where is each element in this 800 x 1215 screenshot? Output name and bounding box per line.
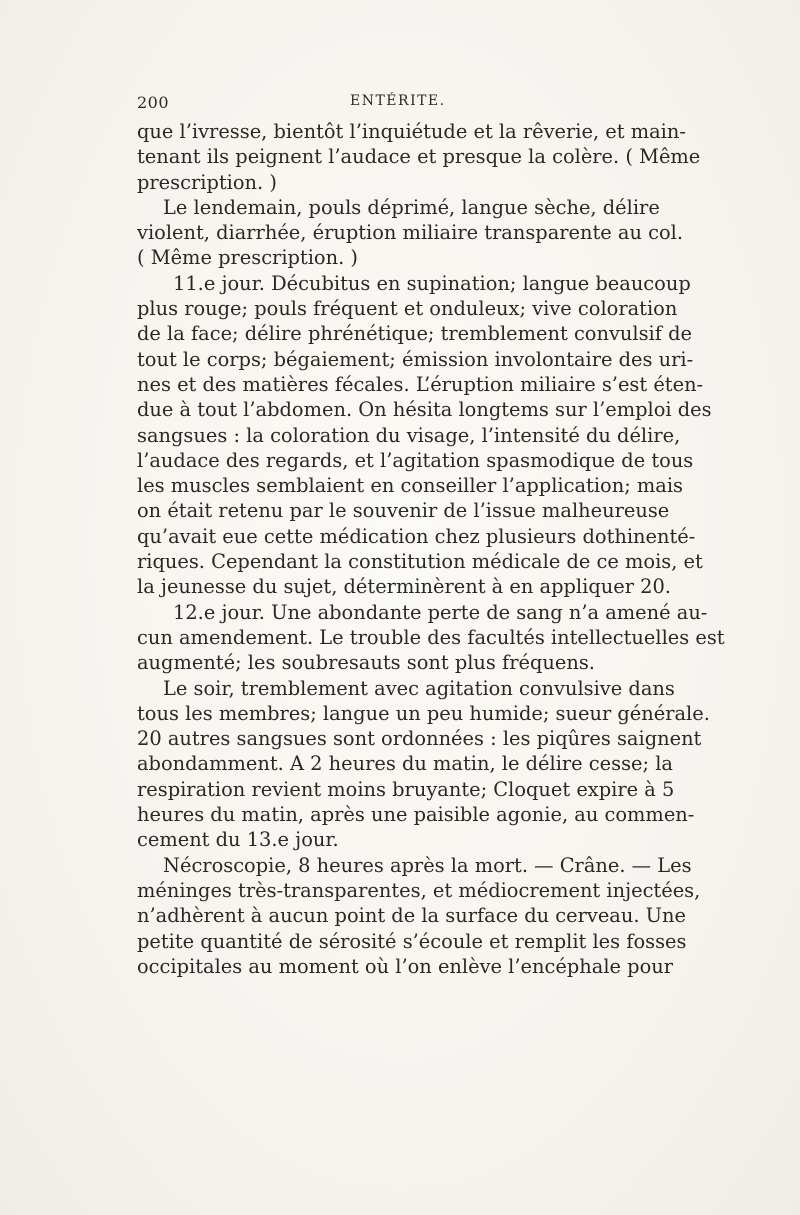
text-line: 20 autres sangsues sont ordonnées : les piqûres saignent bbox=[137, 727, 702, 751]
page-number: 200 bbox=[137, 93, 170, 112]
text-line: que l’ivresse, bientôt l’inquiétude et la rêverie, et main- bbox=[137, 120, 686, 143]
text-line: cun amendement. Le trouble des facultés intellectuelles est bbox=[137, 625, 725, 649]
running-title: ENTÉRITE. bbox=[350, 93, 446, 109]
text-line: la jeunesse du sujet, déterminèrent à en appliquer 20. bbox=[137, 575, 671, 599]
text-line: riques. Cependant la constitution médicale de ce mois, et bbox=[137, 550, 703, 574]
text-line: tout le corps; bégaiement; émission involontaire des uri- bbox=[137, 347, 694, 371]
text-line: ( Même prescription. ) bbox=[137, 246, 358, 270]
text-line: tenant ils peignent l’audace et presque la colère. ( Même bbox=[137, 145, 701, 169]
text-line: les muscles semblaient en conseiller l’application; mais bbox=[137, 474, 683, 498]
text-line: tous les membres; langue un peu humide; sueur générale. bbox=[137, 701, 710, 725]
text-line: sangsues : la coloration du visage, l’intensité du délire, bbox=[137, 423, 681, 447]
text-line: respiration revient moins bruyante; Cloquet expire à 5 bbox=[137, 777, 675, 801]
text-line: augmenté; les soubresauts sont plus fréquens. bbox=[137, 651, 595, 675]
text-line: nes et des matières fécales. L’éruption miliaire s’est éten- bbox=[137, 372, 704, 396]
text-line: de la face; délire phrénétique; tremblement convulsif de bbox=[137, 322, 692, 346]
page-body-text bbox=[137, 119, 725, 979]
text-line: occipitales au moment où l’on enlève l’encéphale pour bbox=[137, 954, 673, 978]
text-line: prescription. ) bbox=[137, 170, 277, 194]
text-line: plus rouge; pouls fréquent et onduleux; vive coloration bbox=[137, 297, 678, 321]
text-line: 12.e jour. Une abondante perte de sang n’a amené au- bbox=[173, 600, 708, 624]
page-header bbox=[137, 93, 657, 119]
text-line: due à tout l’abdomen. On hésita longtems sur l’emploi des bbox=[137, 398, 712, 422]
text-line: n’adhèrent à aucun point de la surface du cerveau. Une bbox=[137, 904, 686, 928]
text-line: cement du 13.e jour. bbox=[137, 828, 339, 852]
text-line: l’audace des regards, et l’agitation spasmodique de tous bbox=[137, 448, 694, 472]
text-line: méninges très-transparentes, et médiocrement injectées, bbox=[137, 878, 701, 902]
text-line: abondamment. A 2 heures du matin, le délire cesse; la bbox=[137, 752, 673, 776]
text-line: Le lendemain, pouls déprimé, langue sèche, délire bbox=[163, 195, 660, 219]
text-line: 11.e jour. Décubitus en supination; langue beaucoup bbox=[173, 271, 691, 295]
text-line: violent, diarrhée, éruption miliaire transparente au col. bbox=[137, 221, 684, 245]
text-line: qu’avait eue cette médication chez plusieurs dothinenté- bbox=[137, 524, 696, 548]
text-line: petite quantité de sérosité s’écoule et remplit les fosses bbox=[137, 929, 687, 953]
text-line: Nécroscopie, 8 heures après la mort. — Crâne. — Les bbox=[163, 853, 692, 877]
text-line: on était retenu par le souvenir de l’issue malheureuse bbox=[137, 499, 670, 523]
text-line: heures du matin, après une paisible agonie, au commen- bbox=[137, 803, 695, 827]
text-line: Le soir, tremblement avec agitation convulsive dans bbox=[163, 676, 675, 700]
